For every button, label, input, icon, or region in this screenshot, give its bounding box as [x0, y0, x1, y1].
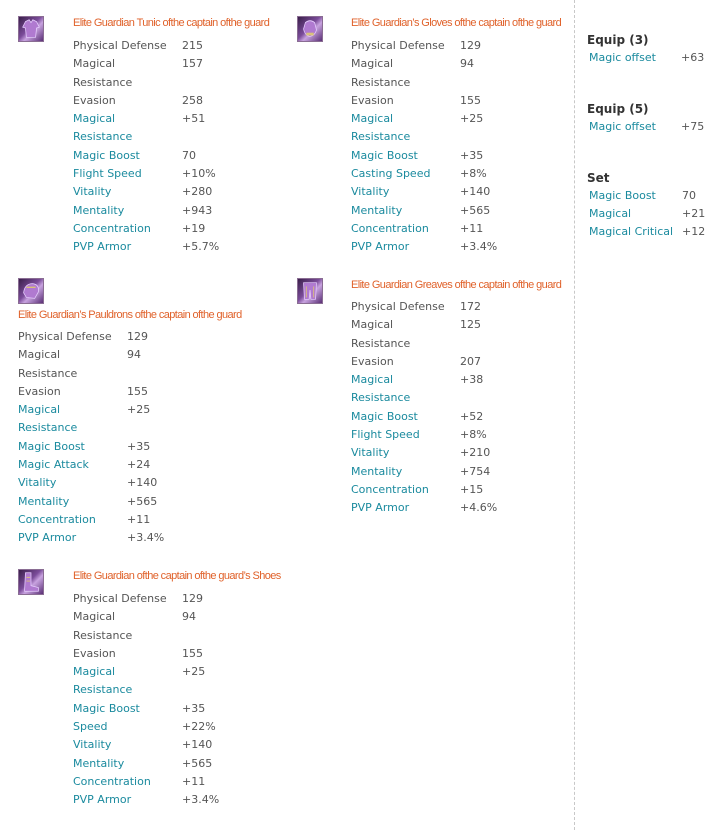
stat-row: [351, 110, 497, 128]
set-bonus-heading: Equip (3): [587, 33, 649, 47]
stat-row: [73, 92, 219, 110]
stat-row: [351, 353, 497, 371]
stat-label: Resistance: [18, 421, 78, 435]
stat-value: 207: [460, 354, 481, 368]
stat-label: Magical: [351, 112, 394, 126]
stat-value: 155: [460, 93, 481, 107]
stat-label: Evasion: [351, 354, 394, 368]
stat-label: Evasion: [73, 646, 116, 660]
tunic-icon[interactable]: [18, 16, 44, 42]
stat-row: [351, 220, 497, 238]
set-bonus-row: [587, 223, 705, 241]
stat-row: [73, 220, 219, 238]
stat-row: [73, 681, 219, 699]
stat-value: +140: [127, 476, 158, 490]
stat-row: [73, 590, 219, 608]
stat-value: 129: [182, 592, 203, 605]
stat-row: [73, 74, 219, 92]
stat-row: [351, 389, 497, 407]
stat-label: Resistance: [73, 628, 133, 642]
stat-label: Evasion: [73, 93, 116, 107]
set-bonus-heading: Set: [587, 171, 610, 185]
stat-value: +35: [182, 701, 206, 715]
set-bonus-row: [587, 118, 704, 136]
set-bonus-value: +63: [681, 51, 705, 64]
stat-value: +140: [460, 185, 491, 199]
stat-row: [73, 736, 219, 754]
stat-value: 155: [127, 384, 148, 398]
set-bonus-row: [587, 187, 705, 205]
stat-value: +210: [460, 446, 491, 460]
stat-row: [351, 408, 497, 426]
stat-label: Resistance: [351, 336, 411, 350]
stat-row: [351, 238, 497, 256]
stat-row: [73, 663, 219, 681]
stat-label: Resistance: [351, 75, 411, 89]
stat-label: Concentration: [73, 221, 151, 235]
stat-label: Concentration: [73, 774, 151, 788]
stat-label: Resistance: [351, 130, 411, 144]
stat-label: Physical Defense: [73, 39, 167, 52]
stat-value: +8%: [460, 167, 487, 181]
stat-value: +25: [182, 665, 206, 679]
stat-value: +3.4%: [460, 240, 498, 254]
stat-label: PVP Armor: [73, 793, 132, 807]
stat-value: +22%: [182, 720, 216, 734]
stat-row: [351, 147, 497, 165]
stat-row: [73, 147, 219, 165]
set-bonus-row: [587, 49, 704, 67]
stat-label: Flight Speed: [351, 428, 420, 442]
stat-label: Mentality: [73, 756, 125, 770]
pauldrons-icon[interactable]: [18, 278, 44, 304]
stat-label: Magic Attack: [18, 458, 89, 472]
stat-row: [351, 426, 497, 444]
stat-row: [73, 773, 219, 791]
stat-row: [18, 474, 164, 492]
stat-row: [73, 55, 219, 73]
stat-row: [73, 128, 219, 146]
stat-value: +11: [182, 774, 206, 788]
stat-label: Magic Boost: [18, 439, 85, 453]
stat-row: [18, 419, 164, 437]
stat-row: [73, 165, 219, 183]
stat-row: [351, 128, 497, 146]
set-bonus-value: +75: [681, 120, 705, 133]
stat-row: [18, 346, 164, 364]
stat-label: Speed: [73, 720, 108, 734]
stat-value: +565: [460, 203, 491, 217]
stat-row: [18, 493, 164, 511]
stat-label: Vitality: [351, 185, 390, 199]
set-bonus-equip3: [587, 31, 704, 67]
stat-value: +280: [182, 185, 213, 199]
item-title[interactable]: Elite Guardian Greaves ofthe captain ofthe guard: [351, 279, 562, 291]
stat-value: 94: [127, 348, 141, 362]
stat-value: +15: [460, 482, 484, 496]
stat-label: Vitality: [18, 476, 57, 490]
scrollbar-edge[interactable]: [719, 150, 723, 180]
stat-row: [73, 718, 219, 736]
stat-value: 157: [182, 57, 203, 71]
stat-value: 70: [182, 148, 196, 162]
set-bonus-equip5: [587, 100, 704, 136]
set-bonus-label: Magic offset: [589, 120, 656, 133]
stat-value: +3.4%: [127, 531, 165, 545]
stat-row: [351, 165, 497, 183]
stat-value: +565: [182, 756, 213, 770]
stat-label: Magical: [351, 57, 394, 71]
stat-label: Resistance: [18, 366, 78, 380]
stat-row: [351, 298, 497, 316]
set-bonus-label: Magical Critical: [589, 225, 674, 238]
stat-list: [18, 328, 164, 548]
stat-row: [73, 202, 219, 220]
set-bonus-label: Magical: [589, 207, 632, 220]
stat-label: PVP Armor: [351, 240, 410, 254]
stat-row: [18, 365, 164, 383]
stat-row: [351, 335, 497, 353]
stat-value: +4.6%: [460, 501, 498, 515]
stat-value: +11: [460, 221, 484, 235]
stat-value: +52: [460, 409, 484, 423]
stat-value: +140: [182, 738, 213, 752]
stat-row: [351, 202, 497, 220]
stat-label: Physical Defense: [351, 39, 445, 52]
stat-row: [351, 316, 497, 334]
stat-row: [18, 529, 164, 547]
stat-list: [73, 37, 219, 257]
stat-value: +35: [127, 439, 151, 453]
stat-value: +35: [460, 148, 484, 162]
set-bonus-label: Magic offset: [589, 51, 656, 64]
stat-label: Flight Speed: [73, 167, 142, 181]
stat-row: [73, 238, 219, 256]
stat-value: 129: [127, 330, 148, 343]
stat-label: Magical: [73, 610, 116, 624]
stat-label: Magical: [18, 348, 61, 362]
stat-label: Concentration: [351, 221, 429, 235]
stat-value: +5.7%: [182, 240, 220, 254]
stat-label: Physical Defense: [351, 300, 445, 313]
stat-value: +38: [460, 373, 484, 387]
item-title[interactable]: Elite Guardian’s Pauldrons ofthe captain ofthe guard: [18, 309, 242, 321]
stat-value: 172: [460, 300, 481, 313]
stat-label: Magical: [73, 665, 116, 679]
item-title[interactable]: Elite Guardian ofthe captain ofthe guard’s Shoes: [73, 570, 281, 582]
stat-label: Magic Boost: [73, 148, 140, 162]
stat-list: [351, 298, 497, 518]
stat-label: PVP Armor: [18, 531, 77, 545]
greaves-icon[interactable]: [297, 278, 323, 304]
stat-value: 94: [460, 57, 474, 71]
stat-label: Magic Boost: [351, 148, 418, 162]
stat-label: Resistance: [73, 130, 133, 144]
stat-row: [351, 55, 497, 73]
stat-label: Casting Speed: [351, 167, 431, 181]
set-bonus-row: [587, 205, 705, 223]
column-divider: [574, 0, 575, 830]
stat-row: [18, 438, 164, 456]
stat-value: +565: [127, 494, 158, 508]
item-title[interactable]: Elite Guardian’s Gloves ofthe captain ofthe guard: [351, 17, 562, 29]
stat-label: Vitality: [73, 738, 112, 752]
stat-label: Mentality: [351, 203, 403, 217]
stat-row: [18, 328, 164, 346]
stat-value: +943: [182, 203, 213, 217]
stat-list: [73, 590, 219, 810]
stat-label: Magic Boost: [351, 409, 418, 423]
stat-row: [73, 183, 219, 201]
stat-label: Concentration: [18, 512, 96, 526]
stat-label: Physical Defense: [73, 592, 167, 605]
stat-label: Magical: [73, 112, 116, 126]
stat-label: Mentality: [351, 464, 403, 478]
stat-label: Resistance: [73, 75, 133, 89]
item-title[interactable]: Elite Guardian Tunic ofthe captain ofthe guard: [73, 17, 270, 29]
stat-label: PVP Armor: [351, 501, 410, 515]
stat-row: [351, 463, 497, 481]
stat-value: +10%: [182, 167, 216, 181]
stat-row: [351, 74, 497, 92]
stat-row: [73, 627, 219, 645]
set-bonus-value: +12: [682, 225, 706, 238]
stat-value: 155: [182, 646, 203, 660]
stat-row: [351, 371, 497, 389]
stat-value: +25: [460, 112, 484, 126]
stat-label: PVP Armor: [73, 240, 132, 254]
stat-row: [351, 444, 497, 462]
stat-row: [18, 383, 164, 401]
stat-value: +754: [460, 464, 491, 478]
set-bonus-value: +21: [682, 207, 706, 220]
stat-label: Mentality: [18, 494, 70, 508]
stat-label: Resistance: [73, 683, 133, 697]
stat-label: Vitality: [351, 446, 390, 460]
stat-row: [351, 499, 497, 517]
stat-row: [351, 183, 497, 201]
stat-label: Magic Boost: [73, 701, 140, 715]
stat-row: [73, 755, 219, 773]
stat-row: [18, 401, 164, 419]
stat-row: [73, 791, 219, 809]
stat-label: Magical: [73, 57, 116, 71]
stat-row: [18, 456, 164, 474]
stat-label: Resistance: [351, 391, 411, 405]
stat-row: [351, 481, 497, 499]
stat-row: [73, 608, 219, 626]
stat-label: Vitality: [73, 185, 112, 199]
stat-value: +51: [182, 112, 206, 126]
stat-label: Evasion: [18, 384, 61, 398]
stat-value: +8%: [460, 428, 487, 442]
stat-row: [73, 37, 219, 55]
set-bonus-value: 70: [682, 189, 696, 202]
stat-value: +25: [127, 403, 151, 417]
set-bonus-heading: Equip (5): [587, 102, 649, 116]
stat-label: Physical Defense: [18, 330, 112, 343]
stat-value: +19: [182, 221, 206, 235]
stat-row: [73, 700, 219, 718]
stat-label: Magical: [351, 373, 394, 387]
stat-value: 129: [460, 39, 481, 52]
stat-label: Mentality: [73, 203, 125, 217]
stat-row: [351, 92, 497, 110]
stat-label: Magical: [351, 318, 394, 332]
stat-row: [73, 110, 219, 128]
stat-value: 125: [460, 318, 481, 332]
set-bonus-label: Magic Boost: [589, 189, 656, 202]
stat-value: 94: [182, 610, 196, 624]
gloves-icon[interactable]: [297, 16, 323, 42]
stat-row: [73, 645, 219, 663]
stat-label: Magical: [18, 403, 61, 417]
stat-value: 258: [182, 93, 203, 107]
shoes-icon[interactable]: [18, 569, 44, 595]
stat-value: +11: [127, 512, 151, 526]
stat-value: +3.4%: [182, 793, 220, 807]
stat-label: Evasion: [351, 93, 394, 107]
set-bonus-full: [587, 169, 705, 241]
stat-row: [18, 511, 164, 529]
stat-label: Concentration: [351, 482, 429, 496]
stat-value: 215: [182, 39, 203, 52]
stat-list: [351, 37, 497, 257]
stat-value: +24: [127, 458, 151, 472]
stat-row: [351, 37, 497, 55]
